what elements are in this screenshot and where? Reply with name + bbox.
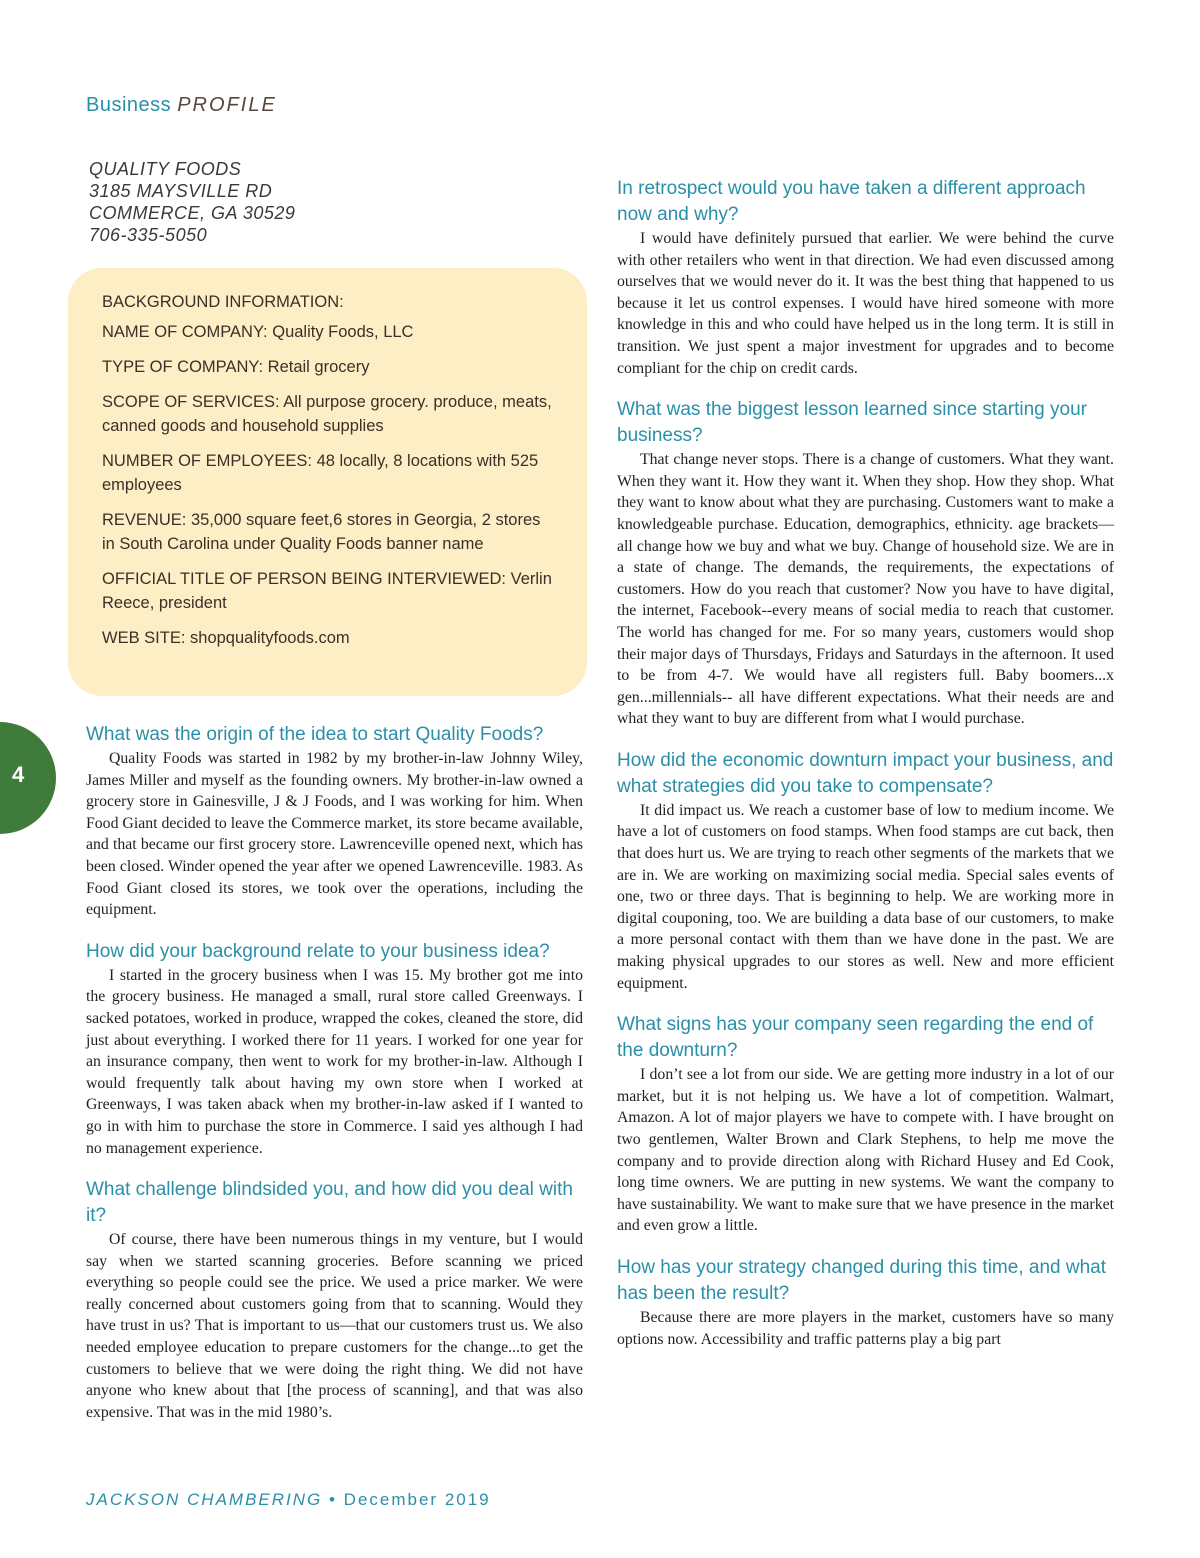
info-label: NUMBER OF EMPLOYEES: (102, 452, 312, 470)
phone-number: 706-335-5050 (89, 225, 208, 245)
question-heading: How has your strategy changed during this time, and what has been the result? (617, 1256, 1106, 1304)
question-heading: How did the economic downturn impact your business, and what strategies did you take to compensate? (617, 749, 1114, 797)
street-address: 3185 MAYSVILLE RD (89, 181, 273, 201)
info-label: SCOPE OF SERVICES: (102, 393, 280, 411)
question-heading: What was the origin of the idea to start Quality Foods? (86, 724, 544, 745)
answer-paragraph: That change never stops. There is a change of customers. What they want. When they want it. How they want it. When they shop. How they shop. What they want to know about what they are purchasing. Customers want to make a knowledgeable purchase. Education, demographics, ethnicity. age brackets—all change how we buy and what we buy. Change of household size. We are in a state of change. The demands, the requirements, the expectations of customers. How do you reach that customer? Now you have to have digital, the internet, Facebook--every means of social media to reach that customer. The world has changed for me. For so many years, customers would shop their major days of Thursdays, Fridays and Saturdays in the afternoon. It used to be from 4-7. We would have all registers full. Baby boomers...x gen...millennials-- all have different expectations. What their needs are and what they want to buy are different from what I would purchase. (617, 451, 1114, 728)
answer-paragraph: Because there are more players in the market, customers have so many options now. Accessibility and traffic patterns play a big part (617, 1308, 1114, 1348)
info-label: OFFICIAL TITLE OF PERSON BEING INTERVIEWED: (102, 570, 507, 588)
info-row (102, 626, 557, 650)
question-heading: In retrospect would you have taken a different approach now and why? (617, 178, 1086, 225)
contact-block (89, 158, 295, 246)
page-number: 4 (12, 762, 25, 787)
answer-paragraph: I would have definitely pursued that earlier. We were behind the curve with other retailers who went in that direction. We had even discussed among ourselves that we would never do it. It was the best thing that happened to us because it let us control expenses. I would have hired someone with more knowledge in this and who could have helped us in the long term. It is still in transition. We just spent a major investment for upgrades and to become compliant for the chip on credit cards. (617, 230, 1114, 377)
answer-paragraph: I started in the grocery business when I was 15. My brother got me into the grocery business. He managed a small, rural store called Greenways. I sacked potatoes, worked in produce, wrapped the cokes, cleaned the store, did just about everything. I worked there for 11 years. I worked for one year for an insurance company, then went to work for my brother-in-law. Although I would frequently talk about having my own store when I worked at Greenways, I was taken aback when my brother-in-law asked if I wanted to go in with him to purchase the store in Commerce. I said yes although I had no management experience. (86, 966, 583, 1157)
info-label: REVENUE: (102, 511, 187, 529)
left-column (86, 722, 583, 1441)
company-name: QUALITY FOODS (89, 159, 242, 179)
question-heading: How did your background relate to your business idea? (86, 940, 550, 962)
right-column (617, 176, 1114, 1368)
answer-paragraph: I don’t see a lot from our side. We are getting more industry in a lot of our market, but it is not helping us. We have a lot of competition. Walmart, Amazon. A lot of major players we have to compete with. I have brought on two gentlemen, Walter Brown and Clark Stephens, to help me move the company and to provide direction along with Richard Husey and Ed Cook, long time owners. We are putting in new systems. We want the company to have sustainability. We want to make sure that we have presence in the market and even grow a little. (617, 1066, 1114, 1235)
section-label-italic: PROFILE (177, 94, 277, 116)
answer-paragraph: It did impact us. We reach a customer base of low to medium income. We have a lot of customers on food stamps. When food stamps are cut back, then that does hurt us. We are trying to reach other segments of the markets that we are in. We are working on maximizing social media. Special sales events of one, two or three days. That is beginning to help. We are working more in digital couponing, too. We are building a data base of our customers, to make a more personal contact with them than we have done in the past. We are making physical upgrades to our stores as well. New and more efficient equipment. (617, 801, 1114, 992)
info-row (102, 508, 557, 556)
info-value: 48 locally, 8 locations with 525 employees (102, 452, 539, 494)
section-header (86, 94, 277, 117)
page-footer (86, 1490, 491, 1510)
info-label: NAME OF COMPANY: (102, 323, 268, 341)
background-heading: BACKGROUND INFORMATION: (102, 293, 344, 311)
question-heading: What was the biggest lesson learned since starting your business? (617, 399, 1087, 447)
info-row (102, 567, 557, 615)
info-row (102, 390, 557, 438)
background-info-box (68, 268, 587, 696)
info-value: Retail grocery (267, 358, 370, 376)
answer-paragraph: Of course, there have been numerous things in my venture, but I would say when we started scanning groceries. Before scanning we priced everything so people could see the price. We used a price marker. We were really concerned about customers going from that to scanning. Would they have trust in us? That is important to us—that our customers trust us. We also needed employee education to prepare customers for the change...to get the customers to believe that we were doing the right thing. We did not have anyone who knew about that [the process of scanning], and that was also expensive. That was in the mid 1980’s. (86, 1231, 583, 1421)
answer-paragraph: Quality Foods was started in 1982 by my brother-in-law Johnny Wiley, James Miller and myself as the founding owners. My brother-in-law owned a grocery store in Gainesville, J & J Foods, and I was working for him. When Food Giant decided to leave the Commerce market, its store became available, and that became our first grocery store. Lawrenceville opened next, which has been closed. Winder opened the year after we opened Lawrenceville. 1983. As Food Giant closed its stores, we took over the operations, including the equipment. (86, 750, 583, 919)
info-value: shopqualityfoods.com (190, 629, 350, 647)
question-heading: What signs has your company seen regarding the end of the downturn? (617, 1014, 1094, 1062)
info-label: TYPE OF COMPANY: (102, 358, 264, 376)
info-value: All purpose grocery. produce, meats, canned goods and household supplies (102, 393, 552, 435)
info-label: WEB SITE: (102, 629, 186, 647)
question-heading: What challenge blindsided you, and how did you deal with it? (86, 1179, 573, 1227)
issue-date: December 2019 (343, 1490, 491, 1509)
publication-name: JACKSON CHAMBERING (86, 1490, 323, 1509)
section-label: Business (86, 94, 172, 116)
city-address: COMMERCE, GA 30529 (89, 203, 296, 223)
info-value: Quality Foods, LLC (272, 323, 414, 341)
page-number-tab (0, 722, 56, 834)
info-row (102, 449, 557, 497)
info-row (102, 355, 557, 379)
footer-separator: • (328, 1490, 337, 1509)
info-value: Verlin Reece, president (102, 570, 552, 612)
info-value: 35,000 square feet,6 stores in Georgia, 2 stores in South Carolina under Quality Foods banner name (102, 511, 541, 553)
info-row (102, 320, 557, 344)
